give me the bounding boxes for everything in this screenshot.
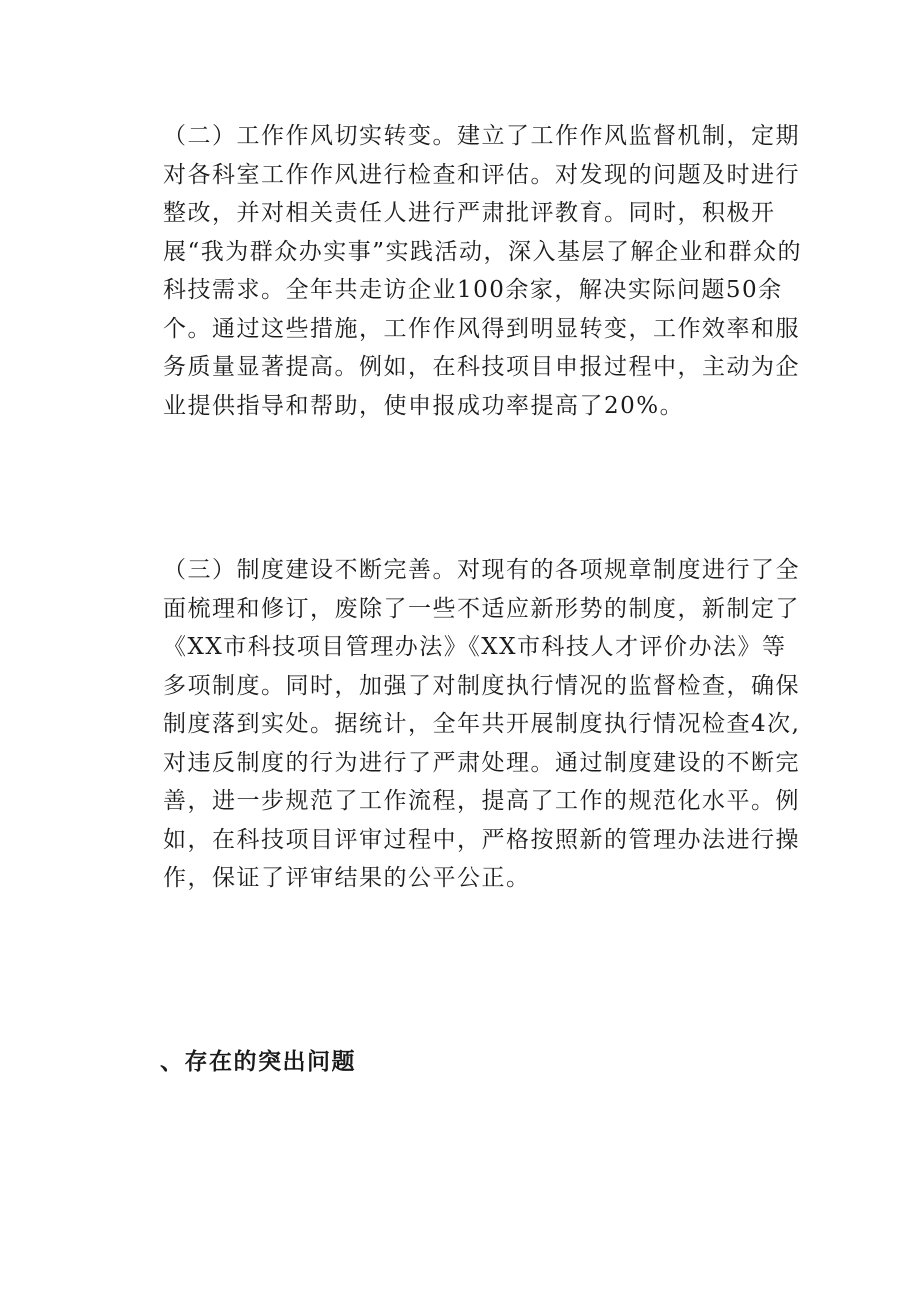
section-heading-problems: 、存在的突出问题 bbox=[160, 1048, 356, 1075]
paragraph-work-style: （二）工作作风切实转变。建立了工作作风监督机制，定期对各科室工作作风进行检查和评估。对发现的问题及时进行整改，并对相关责任人进行严肃批评教育。同时，积极开展“我为群众办实事”实践活动，深入基层了解企业和群众的科技需求。全年共走访企业100余家，解决实际问题50余个。通过这些措施，工作作风得到明显转变，工作效率和服务质量显著提高。例如，在科技项目申报过程中，主动为企业提供指导和帮助，使申报成功率提高了20%。 bbox=[163, 123, 803, 419]
paragraph-system-building: （三）制度建设不断完善。对现有的各项规章制度进行了全面梳理和修订，废除了一些不适应新形势的制度，新制定了《XX市科技项目管理办法》《XX市科技人才评价办法》等多项制度。同时，加强了对制度执行情况的监督检查，确保制度落到实处。据统计，全年共开展制度执行情况检查4次,对违反制度的行为进行了严肃处理。通过制度建设的不断完善，进一步规范了工作流程，提高了工作的规范化水平。例如，在科技项目评审过程中，严格按照新的管理办法进行操作，保证了评审结果的公平公正。 bbox=[163, 557, 801, 891]
